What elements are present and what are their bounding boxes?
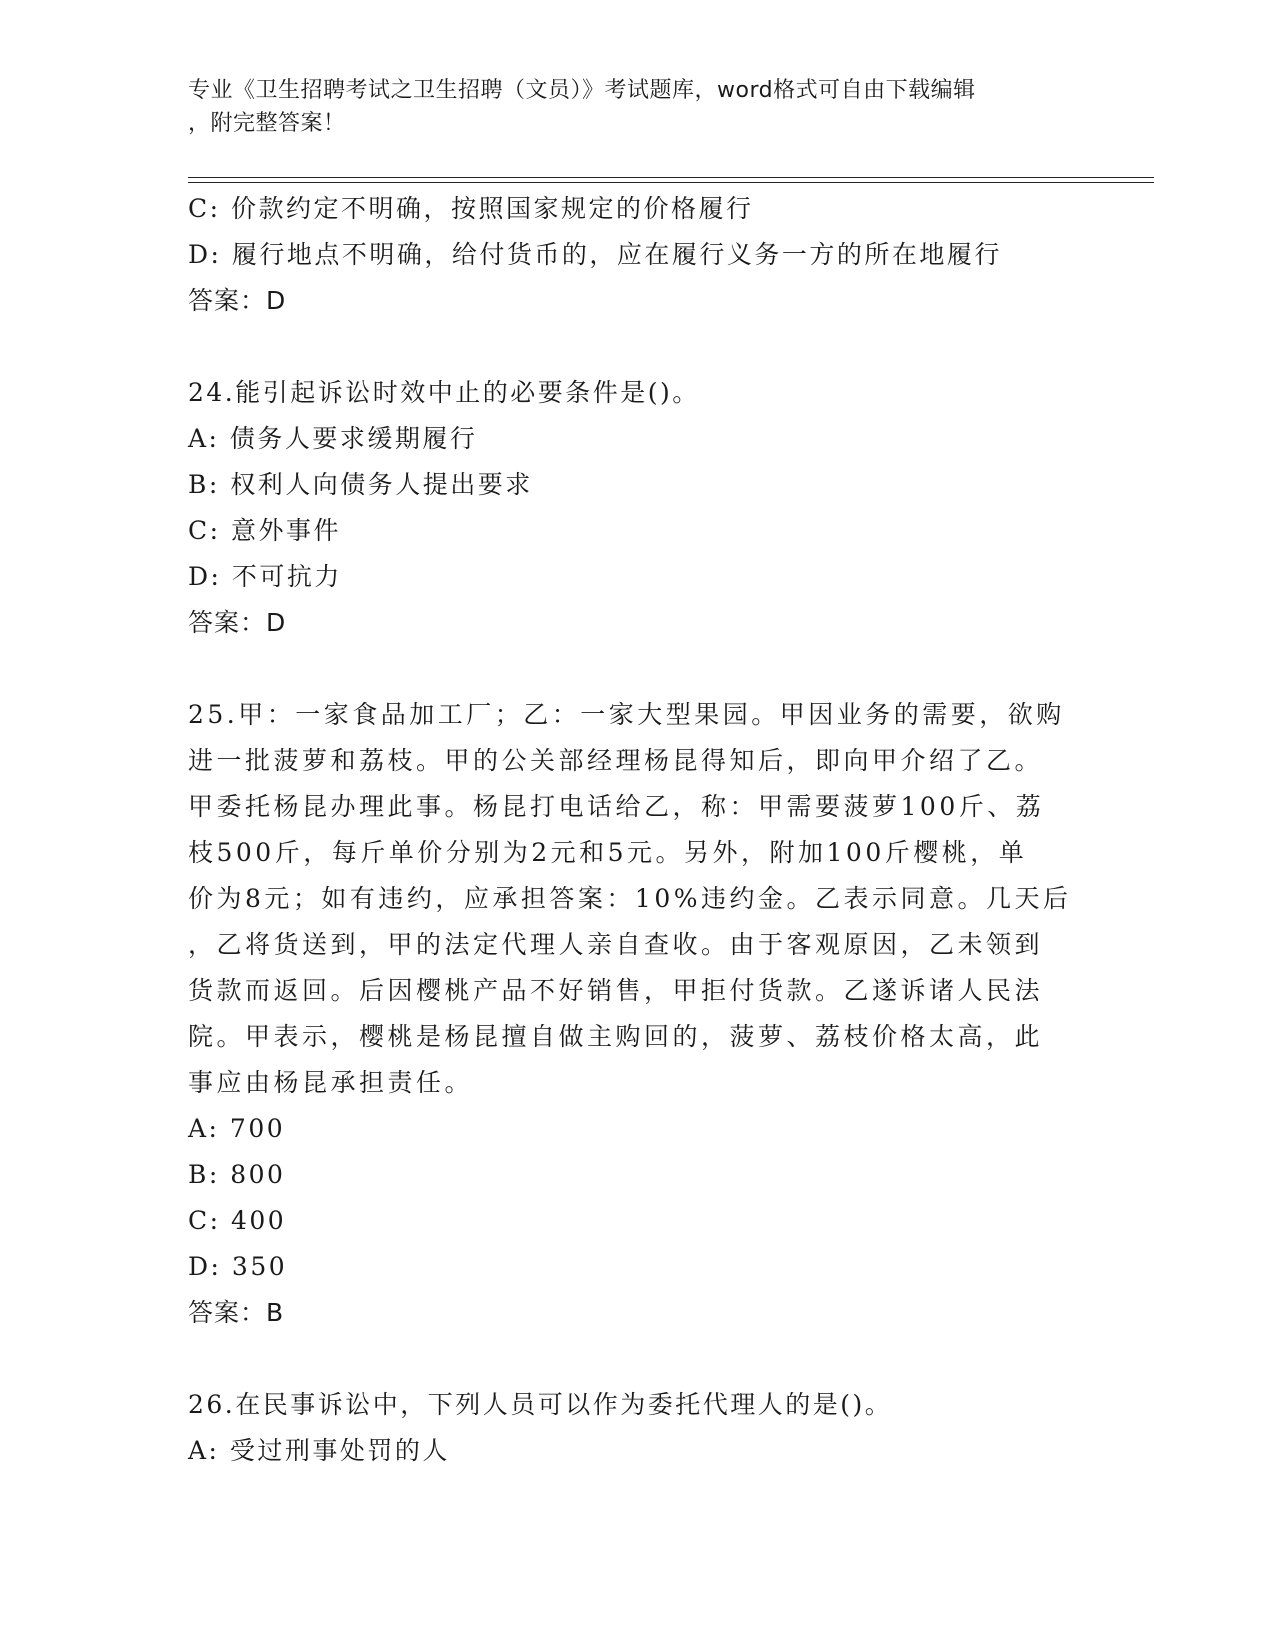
- question-list: [188, 186, 1088, 1474]
- spacer: [188, 324, 1088, 370]
- answer-line: 答案：D: [188, 608, 287, 637]
- option-d: D: 不可抗力: [188, 562, 342, 591]
- option-c: C: 意外事件: [188, 516, 341, 545]
- question-stem-line: 院。甲表示，樱桃是杨昆擅自做主购回的，菠萝、荔枝价格太高，此: [188, 1022, 1044, 1051]
- header-line: ，附完整答案！: [188, 111, 346, 136]
- document-header: [188, 74, 1088, 140]
- spacer: [188, 646, 1088, 692]
- question-stem-line: 甲委托杨昆办理此事。杨昆打电话给乙，称：甲需要菠萝100斤、荔: [188, 792, 1045, 821]
- question-23-tail: [188, 186, 1088, 324]
- answer-line: 答案：D: [188, 286, 287, 315]
- question-stem-line: 枝500斤，每斤单价分别为2元和5元。另外，附加100斤樱桃，单: [188, 838, 1028, 867]
- header-rule-bottom: [188, 182, 1154, 183]
- question-stem-line: 进一批菠萝和荔枝。甲的公关部经理杨昆得知后，即向甲介绍了乙。: [188, 746, 1044, 775]
- spacer: [188, 1336, 1088, 1382]
- question-26: [188, 1382, 1088, 1474]
- option-c: C: 400: [188, 1206, 287, 1235]
- question-stem-line: 价为8元；如有违约，应承担答案：10%违约金。乙表示同意。几天后: [188, 884, 1072, 913]
- option-a: A: 700: [188, 1114, 286, 1143]
- question-stem-line: ，乙将货送到，甲的法定代理人亲自查收。由于客观原因，乙未领到: [188, 930, 1044, 959]
- option-b: B: 权利人向债务人提出要求: [188, 470, 533, 499]
- option-c: C: 价款约定不明确，按照国家规定的价格履行: [188, 194, 754, 223]
- header-line: 专业《卫生招聘考试之卫生招聘（文员）》考试题库，word格式可自由下载编辑: [188, 78, 976, 103]
- option-a: A: 债务人要求缓期履行: [188, 424, 478, 453]
- question-24: [188, 370, 1088, 646]
- option-a: A: 受过刑事处罚的人: [188, 1436, 450, 1465]
- option-d: D: 350: [188, 1252, 288, 1281]
- question-25: [188, 692, 1088, 1336]
- option-d: D: 履行地点不明确，给付货币的，应在履行义务一方的所在地履行: [188, 240, 1002, 269]
- question-stem: 24.能引起诉讼时效中止的必要条件是()。: [188, 378, 700, 407]
- answer-line: 答案：B: [188, 1298, 285, 1327]
- question-stem-line: 25.甲：一家食品加工厂；乙：一家大型果园。甲因业务的需要，欲购: [188, 700, 1065, 729]
- question-stem-line: 货款而返回。后因樱桃产品不好销售，甲拒付货款。乙遂诉诸人民法: [188, 976, 1044, 1005]
- header-rule-top: [188, 177, 1154, 178]
- question-stem-line: 事应由杨昆承担责任。: [188, 1068, 474, 1097]
- question-stem: 26.在民事诉讼中，下列人员可以作为委托代理人的是()。: [188, 1390, 893, 1419]
- option-b: B: 800: [188, 1160, 286, 1189]
